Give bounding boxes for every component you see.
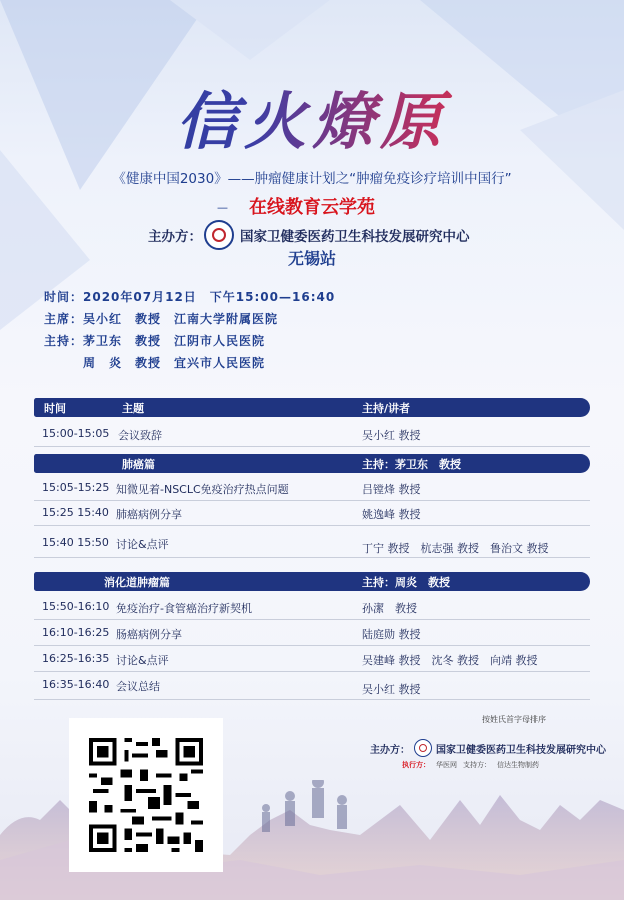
footer-host-label: 主办方： [370,744,410,756]
row-topic: 知微见着-NSCLC免疫治疗热点问题 [116,483,289,496]
row-topic: 会议总结 [116,680,160,693]
row-topic: 讨论&点评 [116,538,169,551]
row-speaker: 吴小红 教授 [362,683,421,696]
row-time: 16:10-16:25 [42,626,110,639]
footer-host-row [370,739,606,757]
table-row [34,675,590,700]
row-topic: 肺癌病例分享 [116,508,182,521]
decor-dash: — [217,201,228,214]
row-speaker: 吴小红 教授 [362,429,421,442]
exec-label: 执行方： [402,761,430,769]
org-logo-icon [414,739,432,757]
row-time: 16:35-16:40 [42,678,110,691]
header-topic: 主题 [122,402,144,415]
table-row [34,597,590,620]
sort-note: 按姓氏首字母排序 [482,715,546,724]
row-time: 15:05-15:25 [42,481,110,494]
info-moderator-2: 周 炎 教授 宜兴市人民医院 [44,356,266,370]
footer-host-name: 国家卫健委医药卫生科技发展研究中心 [436,744,606,756]
info-moderator-1: 主持：茅卫东 教授 江阴市人民医院 [44,334,266,348]
exec-org: 华医网 [436,761,457,769]
row-time: 15:50-16:10 [42,600,110,613]
online-label: 在线教育云学苑 [249,197,375,218]
row-time: 16:25-16:35 [42,652,110,665]
row-speaker: 姚逸峰 教授 [362,508,421,521]
host-name: 国家卫健委医药卫生科技发展研究中心 [240,229,470,245]
row-speaker: 孙潔 教授 [362,602,417,615]
table-row [34,503,590,526]
table-row [34,478,590,501]
support-label: 支持方： [463,761,491,769]
exec-row [402,760,539,770]
row-topic: 免疫治疗-食管癌治疗新契机 [116,602,252,615]
info-chair: 主席：吴小红 教授 江南大学附属医院 [44,312,279,326]
support-org: 信达生物制药 [497,761,539,769]
section-bar-digestive [34,572,590,591]
table-row [34,424,590,447]
header-time: 时间 [44,402,66,415]
section-name: 消化道肿瘤篇 [104,576,170,589]
row-speaker: 吴建峰 教授 沈冬 教授 向靖 教授 [362,654,538,667]
row-speaker: 丁宁 教授 杭志强 教授 鲁治文 教授 [362,542,549,555]
section-moderator: 主持：茅卫东 教授 [362,458,461,471]
event-subtitle: 《健康中国2030》——肿瘤健康计划之“肿瘤免疫诊疗培训中国行” [112,171,512,187]
section-bar-lung [34,454,590,473]
row-topic: 讨论&点评 [116,654,169,667]
section-moderator: 主持：周炎 教授 [362,576,450,589]
row-speaker: 陆庭勋 教授 [362,628,421,641]
qr-code[interactable] [89,738,203,852]
schedule-header-bar [34,398,590,417]
row-time: 15:40 15:50 [42,536,109,549]
row-topic: 会议致辞 [118,429,162,442]
station-name: 无锡站 [287,249,336,268]
table-row [34,623,590,646]
table-row [34,649,590,672]
qr-code-card[interactable] [69,718,223,872]
info-time: 时间：2020年07月12日 下午15:00—16:40 [44,290,336,304]
row-time: 15:25 15:40 [42,506,109,519]
row-time: 15:00-15:05 [42,427,110,440]
row-topic: 肠癌病例分享 [116,628,182,641]
host-label: 主办方： [148,229,202,245]
event-title: 信火燎原 [0,72,624,161]
section-name: 肺癌篇 [122,458,155,471]
row-speaker: 吕镗烽 教授 [362,483,421,496]
table-row [34,533,590,558]
header-speaker: 主持/讲者 [362,402,411,415]
